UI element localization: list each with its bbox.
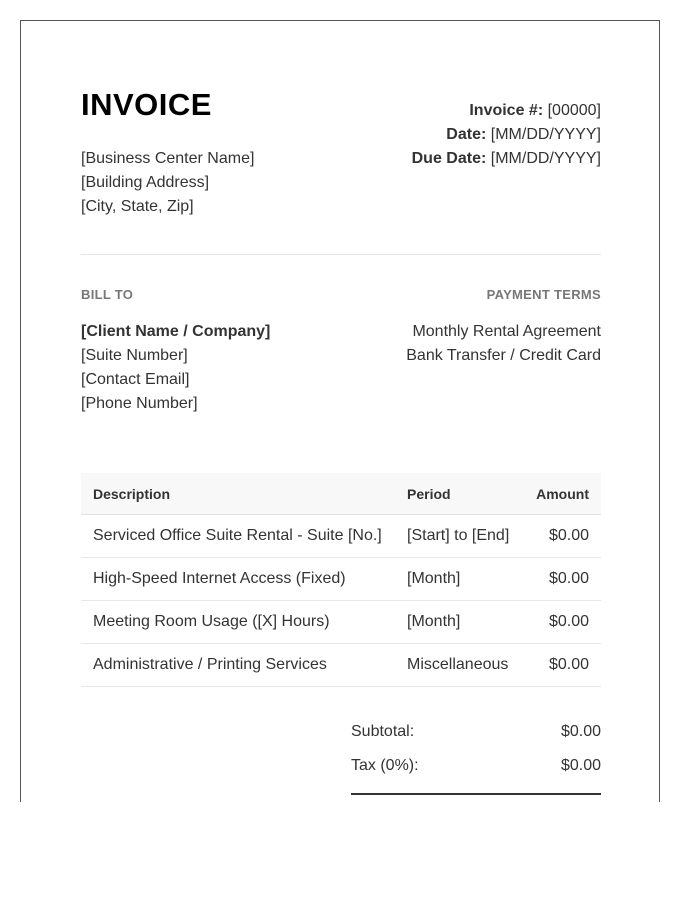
bill-to-block bbox=[81, 320, 270, 416]
row-amount: $0.00 bbox=[523, 558, 601, 601]
table-row bbox=[81, 558, 601, 601]
row-period: [Start] to [End] bbox=[395, 515, 523, 558]
invoice-meta bbox=[412, 99, 601, 171]
row-amount: $0.00 bbox=[523, 515, 601, 558]
header-description: Description bbox=[81, 473, 395, 515]
table-row bbox=[81, 601, 601, 644]
tax-row bbox=[351, 755, 601, 789]
subtotal-label: Subtotal: bbox=[351, 723, 415, 740]
row-description: High-Speed Internet Access (Fixed) bbox=[81, 558, 395, 601]
invoice-number-label: Invoice #: bbox=[469, 102, 544, 119]
invoice-sheet bbox=[20, 20, 660, 802]
totals-block bbox=[351, 721, 601, 789]
invoice-due-label: Due Date: bbox=[411, 150, 487, 167]
invoice-date-row bbox=[412, 123, 601, 147]
totals-divider bbox=[351, 793, 601, 795]
tax-value: $0.00 bbox=[560, 757, 601, 774]
client-name: [Client Name / Company] bbox=[81, 323, 271, 340]
payment-terms-agreement: Monthly Rental Agreement bbox=[412, 323, 601, 340]
business-info bbox=[81, 147, 254, 219]
row-description: Serviced Office Suite Rental - Suite [No.] bbox=[81, 515, 395, 558]
invoice-due-row bbox=[412, 147, 601, 171]
row-amount: $0.00 bbox=[523, 601, 601, 644]
bill-to-heading: BILL TO bbox=[81, 287, 134, 302]
invoice-number-row bbox=[412, 99, 601, 123]
invoice-date-label: Date: bbox=[446, 126, 487, 143]
row-amount: $0.00 bbox=[523, 644, 601, 687]
row-period: [Month] bbox=[395, 558, 523, 601]
tax-label: Tax (0%): bbox=[351, 757, 419, 774]
subtotal-row bbox=[351, 721, 601, 755]
invoice-number-value: [00000] bbox=[547, 102, 601, 119]
payment-terms-method: Bank Transfer / Credit Card bbox=[406, 347, 601, 364]
header-period: Period bbox=[395, 473, 523, 515]
business-address: [Building Address] bbox=[81, 174, 210, 191]
invoice-date-value: [MM/DD/YYYY] bbox=[490, 126, 601, 143]
invoice-due-value: [MM/DD/YYYY] bbox=[490, 150, 601, 167]
table-row bbox=[81, 644, 601, 687]
table-header-row bbox=[81, 473, 601, 515]
row-period: [Month] bbox=[395, 601, 523, 644]
business-name: [Business Center Name] bbox=[81, 150, 255, 167]
row-period: Miscellaneous bbox=[395, 644, 523, 687]
row-description: Meeting Room Usage ([X] Hours) bbox=[81, 601, 395, 644]
subtotal-value: $0.00 bbox=[560, 723, 601, 740]
client-phone: [Phone Number] bbox=[81, 395, 198, 412]
row-description: Administrative / Printing Services bbox=[81, 644, 395, 687]
client-suite: [Suite Number] bbox=[81, 347, 188, 364]
line-items-table bbox=[81, 473, 601, 687]
business-city: [City, State, Zip] bbox=[81, 198, 194, 215]
payment-terms-heading: PAYMENT TERMS bbox=[486, 287, 601, 302]
client-email: [Contact Email] bbox=[81, 371, 190, 388]
table-row bbox=[81, 515, 601, 558]
payment-terms-block bbox=[406, 320, 601, 368]
invoice-title: INVOICE bbox=[81, 87, 212, 122]
header-divider bbox=[81, 254, 601, 255]
header-amount: Amount bbox=[523, 473, 601, 515]
